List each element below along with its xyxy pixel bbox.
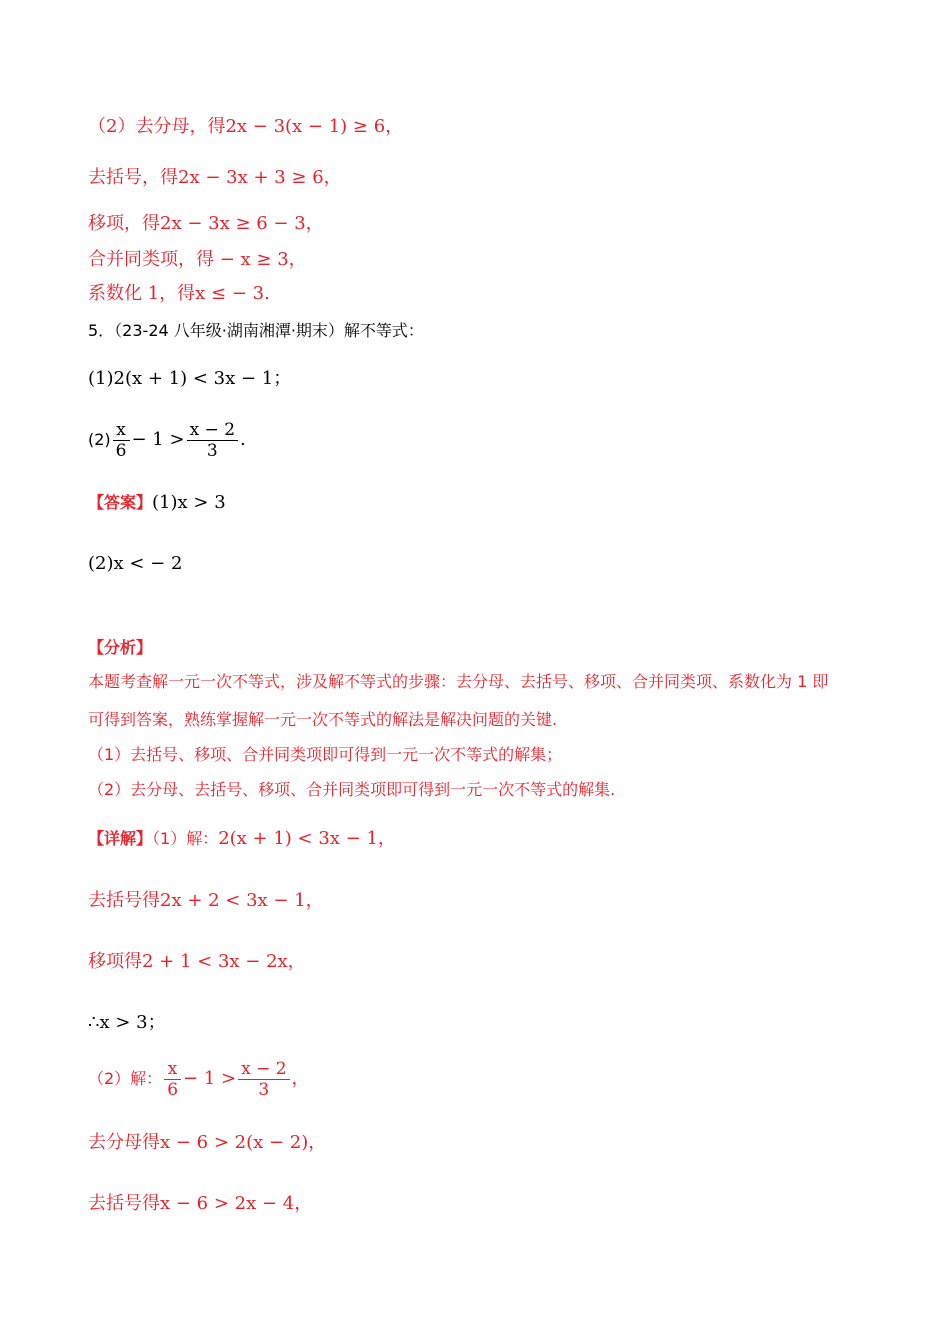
detail-step-4: ∴x > 3； <box>88 1012 166 1033</box>
problem-q1: (1)2(x + 1) < 3x − 1； <box>88 368 292 389</box>
analysis-paragraph-4: （2）去分母、去括号、移项、合并同类项即可得到一元一次不等式的解集. <box>88 780 616 799</box>
problem-stem: 5．（23-24 八年级·湖南湘潭·期末）解不等式： <box>88 321 424 340</box>
answer-1: (1)x > 3 <box>152 492 226 513</box>
detail-part2-intro: （2）解： <box>88 1069 163 1088</box>
detail-label: 【详解】 <box>88 829 153 848</box>
detail-fraction-right: $\frac{x - 2}{3}$ <box>238 1059 289 1100</box>
prev-step-2: 去括号，得2x − 3x + 3 ≥ 6， <box>88 167 342 188</box>
answer-2: (2)x < − 2 <box>88 553 183 574</box>
analysis-paragraph-3: （1）去括号、移项、合并同类项即可得到一元一次不等式的解集； <box>88 745 563 764</box>
detail-step-2: 去括号得2x + 2 < 3x − 1， <box>88 890 324 911</box>
analysis-label: 【分析】 <box>88 638 153 657</box>
q2-prefix: (2) <box>88 430 111 449</box>
detail-step-6: 去分母得x − 6 > 2(x − 2)， <box>88 1132 327 1153</box>
prev-step-5: 系数化 1，得x ≤ − 3. <box>88 283 270 304</box>
detail-part2-line: （2）解： $\frac{x}{6}$ − 1 > $\frac{x - 2}{3}$ ， <box>88 1059 310 1100</box>
answer-label: 【答案】 <box>88 493 153 512</box>
analysis-paragraph-1: 本题考查解一元一次不等式，涉及解不等式的步骤：去分母、去括号、移项、合并同类项、系数化为 1 即 <box>88 672 829 691</box>
detail-fraction-left: $\frac{x}{6}$ <box>164 1059 181 1100</box>
prev-step-3: 移项，得2x − 3x ≥ 6 − 3， <box>88 213 324 234</box>
analysis-paragraph-2: 可得到答案，熟练掌握解一元一次不等式的解法是解决问题的关键. <box>88 710 558 729</box>
answer-line-1 <box>88 492 226 514</box>
detail-step-7: 去括号得x − 6 > 2x − 4， <box>88 1193 313 1214</box>
detail-step-3: 移项得2 + 1 < 3x − 2x， <box>88 951 306 972</box>
detail-part1-eq: 2(x + 1) < 3x − 1， <box>218 828 396 849</box>
prev-step-4: 合并同类项，得 − x ≥ 3， <box>88 249 307 270</box>
detail-part1-intro: （1）解： <box>152 829 219 848</box>
detail-line-1 <box>88 828 396 850</box>
q2-fraction-left: $\frac{x}{6}$ <box>113 420 130 461</box>
q2-middle: − 1 > <box>131 429 185 450</box>
q2-fraction-right: $\frac{x - 2}{3}$ <box>187 420 238 461</box>
problem-q2: (2) $\frac{x}{6}$ − 1 > $\frac{x - 2}{3}$ . <box>88 420 246 461</box>
prev-step-1: （2）去分母，得2x − 3(x − 1) ≥ 6， <box>88 116 404 137</box>
detail-part2-middle: − 1 > <box>183 1068 237 1089</box>
